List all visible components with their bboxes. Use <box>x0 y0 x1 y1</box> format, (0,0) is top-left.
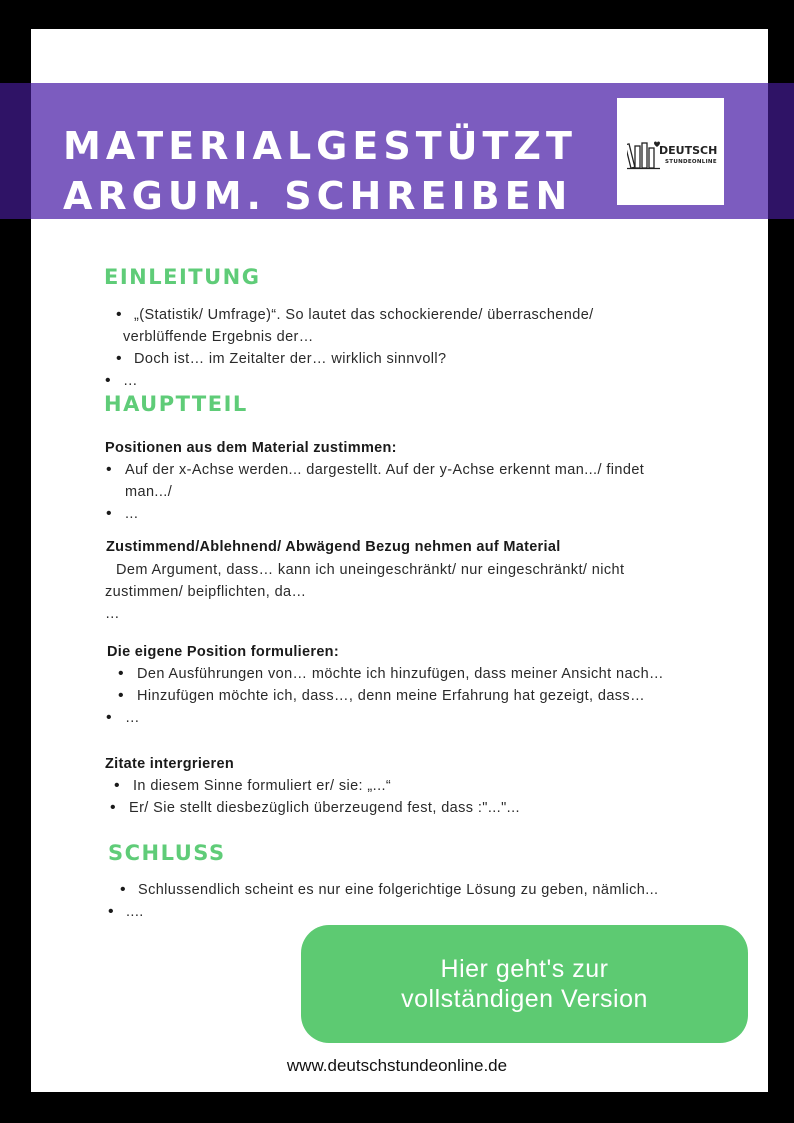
title-line-2: ARGUM. SCHREIBEN <box>63 174 573 218</box>
site-logo[interactable] <box>617 98 724 205</box>
logo-subtitle: STUNDEONLINE <box>665 159 717 165</box>
cta-line-1: Hier geht's zur <box>440 955 609 983</box>
hauptteil-heading: HAUPTTEIL <box>104 392 248 416</box>
website-link[interactable]: www.deutschstundeonline.de <box>286 1056 508 1075</box>
list-item: • Doch ist… im Zeitalter der… wirklich sinnvoll? <box>123 348 643 370</box>
bezug-nehmen-text: Dem Argument, dass… kann ich uneingeschränkt/ nur eingeschränkt/ nicht zustimmen/ beipflichten, da… <box>105 562 625 600</box>
list-item: • .... <box>126 901 706 923</box>
title-line-1: MATERIALGESTÜTZT <box>63 124 577 168</box>
list-item: • Er/ Sie stellt diesbezüglich überzeugend fest, dass :"..."... <box>123 797 683 819</box>
eigene-position-heading: Die eigene Position formulieren: <box>107 644 339 660</box>
positionen-zustimmen-heading: Positionen aus dem Material zustimmen: <box>105 440 397 456</box>
list-item: • „(Statistik/ Umfrage)“. So lautet das schockierende/ überraschende/ verblüffende Ergebnis der… <box>123 304 643 348</box>
einleitung-heading: EINLEITUNG <box>104 265 261 289</box>
positionen-zustimmen-list <box>125 459 690 525</box>
schluss-list <box>126 879 706 923</box>
full-version-button[interactable] <box>301 925 748 1043</box>
zitate-list <box>123 775 683 819</box>
bezug-nehmen-ellipsis: … <box>105 606 120 622</box>
schluss-heading: SCHLUSS <box>108 841 226 865</box>
header-band <box>31 83 768 219</box>
list-item: • ... <box>125 503 690 525</box>
list-item: • Schlussendlich scheint es nur eine folgerichtige Lösung zu geben, nämlich... <box>126 879 706 901</box>
books-icon <box>627 140 661 170</box>
bezug-nehmen-heading: Zustimmend/Ablehnend/ Abwägend Bezug nehmen auf Material <box>106 539 561 555</box>
einleitung-list <box>123 304 643 392</box>
list-item: • In diesem Sinne formuliert er/ sie: „...“ <box>123 775 683 797</box>
list-item: • … <box>125 707 705 729</box>
document-title <box>63 121 577 221</box>
logo-wordmark: DEUTSCH <box>659 144 718 157</box>
eigene-position-list <box>125 663 705 729</box>
list-item: • Hinzufügen möchte ich, dass…, denn meine Erfahrung hat gezeigt, dass… <box>125 685 705 707</box>
list-item: • Auf der x-Achse werden... dargestellt. Auf der y-Achse erkennt man.../ findet man.../ <box>125 459 690 503</box>
zitate-heading: Zitate intergrieren <box>105 756 234 772</box>
cta-line-2: vollständigen Version <box>401 985 648 1013</box>
list-item: • Den Ausführungen von… möchte ich hinzufügen, dass meiner Ansicht nach… <box>125 663 705 685</box>
list-item: • … <box>123 370 643 392</box>
